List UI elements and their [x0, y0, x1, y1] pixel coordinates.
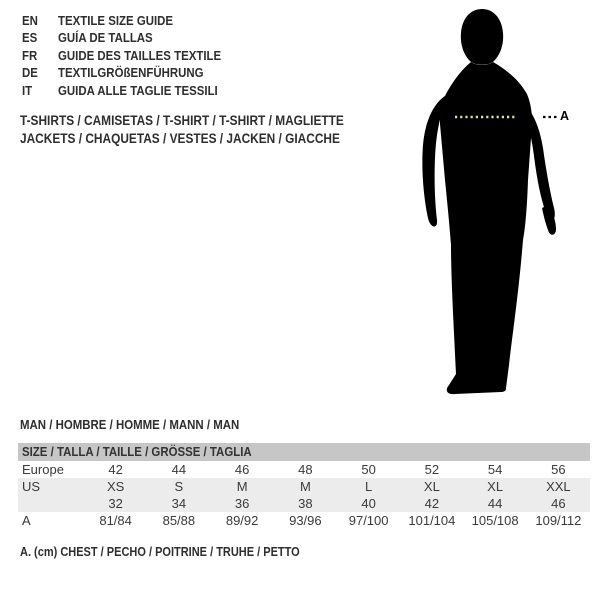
size-table-row-label: Europe [22, 462, 64, 477]
size-table-cell: XXL [546, 479, 571, 494]
size-table-cell: 105/108 [471, 513, 519, 528]
language-list [22, 12, 243, 99]
language-code: IT [22, 82, 33, 98]
language-code: DE [22, 65, 38, 81]
language-code: EN [22, 13, 38, 28]
size-table-row-label: US [22, 479, 41, 494]
size-table-cell: 46 [234, 462, 250, 477]
silhouette-head [461, 9, 503, 65]
size-table [18, 443, 590, 529]
size-table-cell: L [365, 479, 373, 494]
size-table-cell: 32 [108, 496, 123, 511]
size-table-row-label [18, 495, 84, 512]
size-table-cell: XL [423, 479, 440, 494]
size-table-cell: 56 [551, 462, 566, 477]
language-row [22, 82, 243, 99]
man-silhouette-figure [415, 0, 600, 400]
language-row [22, 47, 243, 64]
size-table-cell: 40 [361, 496, 376, 511]
language-code: FR [22, 47, 38, 63]
language-label: TEXTILGRÖßENFÜHRUNG [58, 65, 204, 81]
language-label: GUIDA ALLE TAGLIE TESSILI [58, 82, 218, 98]
silhouette-body [440, 62, 532, 394]
product-line-jackets: JACKETS / CHAQUETAS / VESTES / JACKEN / GIACCHE [20, 131, 340, 146]
product-line-tshirts: T-SHIRTS / CAMISETAS / T-SHIRT / T-SHIRT / MAGLIETTE [20, 113, 344, 128]
size-table-cell: 42 [108, 462, 123, 477]
size-table-cell: M [236, 479, 248, 494]
size-table-cell: XS [106, 479, 125, 494]
size-table-cell: XL [487, 479, 504, 494]
size-table-row [18, 478, 590, 495]
size-table-cell: 36 [234, 496, 250, 511]
size-table-cell: 54 [487, 462, 503, 477]
size-table-cell: 81/84 [99, 513, 132, 528]
size-table-cell: M [299, 479, 311, 494]
language-label: GUÍA DE TALLAS [58, 30, 153, 46]
size-table-cell: 93/96 [289, 513, 322, 528]
size-table-cell: 97/100 [348, 513, 389, 528]
language-label: GUIDE DES TAILLES TEXTILE [58, 47, 222, 63]
size-table-cell: 101/104 [408, 513, 456, 528]
size-table-cell: 42 [424, 496, 440, 511]
size-table-cell: 44 [487, 496, 503, 511]
size-table-body [18, 461, 590, 529]
size-table-cell: 44 [171, 462, 187, 477]
measure-label-a: A [560, 109, 570, 123]
size-table-header: SIZE / TALLA / TAILLE / GRÖSSE / TAGLIA [22, 444, 252, 459]
size-table-row [18, 512, 590, 529]
size-table-row [18, 461, 590, 478]
size-table-cell: 109/112 [535, 513, 582, 528]
size-table-cell: 52 [424, 462, 440, 477]
size-table-cell: 48 [298, 462, 313, 477]
size-table-row [18, 495, 590, 512]
size-table-cell: 50 [361, 462, 376, 477]
product-category-lines [20, 112, 388, 148]
section-title-man: MAN / HOMBRE / HOMME / MANN / MAN [20, 417, 240, 432]
language-row [22, 12, 243, 29]
size-table-row-label: A [22, 513, 31, 528]
size-table-cell: S [174, 479, 184, 494]
man-silhouette-image [415, 0, 580, 400]
size-table-cell: 46 [551, 496, 566, 511]
chest-caption: A. (cm) CHEST / PECHO / POITRINE / TRUHE / PETTO [20, 545, 300, 559]
size-table-cell: 38 [298, 496, 313, 511]
language-label: TEXTILE SIZE GUIDE [58, 13, 174, 28]
language-row [22, 64, 243, 81]
language-code: ES [22, 30, 38, 46]
size-table-cell: 85/88 [162, 513, 196, 528]
language-row [22, 29, 243, 46]
size-table-cell: 34 [171, 496, 187, 511]
size-table-cell: 89/92 [225, 513, 259, 528]
